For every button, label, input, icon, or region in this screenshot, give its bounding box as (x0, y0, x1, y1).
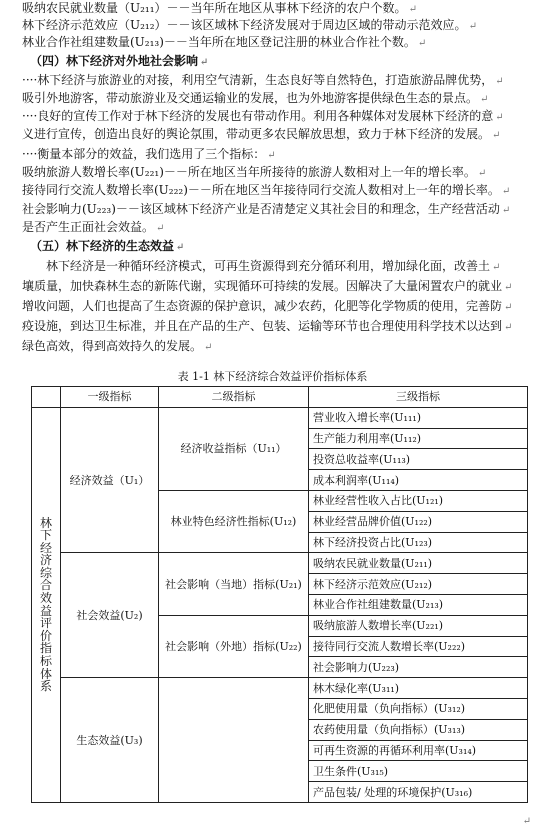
paragraph-mark-icon: ↵ (504, 282, 513, 293)
table-caption: 表 1-1 林下经济综合效益评价指标体系 (177, 370, 368, 383)
paragraph-mark-icon: ↵ (480, 94, 489, 105)
level2-social-external: 社会影响（外地）指标(U₂₂) (159, 615, 309, 677)
text-line (22, 338, 537, 356)
text-line-content: 林业合作社组建数量(U₂₁₃)－－当年所在地区登记注册的林业合作社个数。 (22, 35, 416, 49)
indicator-table (31, 386, 528, 803)
paragraph-mark-icon: ↵ (492, 130, 501, 141)
level1-social: 社会效益(U₂) (61, 553, 159, 678)
level3-item: 产品包装/ 处理的环境保护(U₃₁₆) (309, 782, 528, 803)
text-line-content: 绿色高效，得到高效持久的发展。 (22, 339, 203, 353)
text-line-content: 林下经济示范效应（U₂₁₂）－－该区域林下经济发展对于周边区域的带动示范效应。 (22, 18, 467, 32)
paragraph-mark-icon: ↵ (504, 302, 513, 313)
text-line-content: 社会影响力(U₂₂₃)－－该区域林下经济产业是否清楚定义其社会目的和理念，生产经营活动 (22, 202, 500, 216)
level3-item: 卫生条件(U₃₁₅) (309, 761, 528, 782)
text-line (22, 278, 537, 296)
paragraph-mark-icon: ↵ (504, 322, 513, 333)
section-heading (30, 53, 545, 71)
table-row (32, 553, 528, 574)
text-line-content: 增收问题，人们也提高了生态资源的保护意识，减少农药，化肥等化学物质的使用，完善防 (22, 299, 503, 313)
level2-ecological-empty (159, 678, 309, 803)
level3-item: 林木绿化率(U₃₁₁) (309, 678, 528, 699)
paragraph-mark-icon: ↵ (204, 342, 213, 353)
text-line (22, 201, 537, 219)
table-header-row (32, 387, 528, 408)
level1-economic: 经济效益（U₁） (61, 407, 159, 553)
text-line (22, 108, 537, 126)
text-line (22, 219, 537, 237)
paragraph-mark-icon: ↵ (267, 150, 276, 161)
level3-item: 营业收入增长率(U₁₁₁) (309, 407, 528, 428)
text-line (22, 298, 537, 316)
header-level3: 三级指标 (309, 387, 528, 408)
level2-economic-return: 经济收益指标（U₁₁） (159, 407, 309, 490)
root-indicator-label: 林下经济综合效益评价指标体系 (40, 515, 53, 694)
level1-ecological: 生态效益(U₃) (61, 678, 159, 803)
text-line-content: 吸纳旅游人数增长率(U₂₂₁)－－所在地区当年所接待的旅游人数相对上一年的增长率。 (22, 165, 476, 179)
text-line-content: ····林下经济与旅游业的对接，利用空气清新，生态良好等自然特色，打造旅游品牌优势， (22, 73, 494, 87)
level3-item: 林业经营性收入占比(U₁₂₁) (309, 490, 528, 511)
paragraph-mark-icon: ↵ (477, 168, 487, 179)
level3-item: 成本利润率(U₁₁₄) (309, 470, 528, 491)
level3-item: 农药使用量（负向指标）(U₃₁₃) (309, 719, 528, 740)
paragraph-mark-icon: ↵ (495, 76, 504, 87)
text-line-content: 吸纳农民就业数量（U₂₁₁）－－当年所在地区从事林下经济的农户个数。 (22, 1, 407, 15)
level3-item: 投资总收益率(U₁₁₃) (309, 449, 528, 470)
level3-item: 林业合作社组建数量(U₂₁₃) (309, 594, 528, 615)
text-line-content: 义进行宣传，创造出良好的舆论氛围，带动更多农民解放思想，致力于林下经济的发展。 (22, 127, 491, 141)
paragraph-mark-icon: ↵ (176, 242, 185, 253)
text-line (22, 182, 537, 200)
paragraph-mark-icon: ↵ (468, 21, 477, 32)
header-level1: 一级指标 (61, 387, 159, 408)
table-row (32, 407, 528, 428)
paragraph-mark-icon: ↵ (495, 112, 504, 123)
header-blank (32, 387, 61, 408)
header-level2: 二级指标 (159, 387, 309, 408)
level3-item: 吸纳农民就业数量(U₂₁₁) (309, 553, 528, 574)
paragraph-mark-icon: ↵ (501, 186, 511, 197)
text-line (22, 146, 537, 164)
level3-item: 林业经营品牌价值(U₁₂₂) (309, 511, 528, 532)
text-line (22, 0, 537, 18)
paragraph-mark-icon: ↵ (417, 38, 427, 49)
text-line (22, 34, 537, 52)
level3-item: 社会影响力(U₂₂₃) (309, 657, 528, 678)
level3-item: 林下经济投资占比(U₁₂₃) (309, 532, 528, 553)
paragraph-mark-icon: ↵ (156, 223, 165, 234)
level3-item: 可再生资源的再循环利用率(U₃₁₄) (309, 740, 528, 761)
table-row (32, 678, 528, 699)
text-line (22, 72, 537, 90)
text-line-content: （四）林下经济对外地社会影响 (30, 54, 199, 68)
text-line-content: 吸引外地游客，带动旅游业及交通运输业的发展，也为外地游客提供绿色生态的景点。 (22, 91, 479, 105)
paragraph-mark-icon: ↵ (408, 4, 417, 15)
level2-social-local: 社会影响（当地）指标(U₂₁) (159, 553, 309, 615)
level3-item: 化肥使用量（负向指标）(U₃₁₂) (309, 698, 528, 719)
text-line (22, 258, 537, 276)
text-line-content: 壤质量，加快森林生态的新陈代谢，实现循环可持续的发展。因解决了大量闲置农户的就业 (22, 279, 503, 293)
text-line (22, 126, 537, 144)
level3-item: 林下经济示范效应(U₂₁₂) (309, 574, 528, 595)
text-line (22, 90, 537, 108)
section-heading (30, 238, 545, 256)
paragraph-mark-icon: ↵ (492, 262, 501, 273)
text-line-content: 接待同行交流人数增长率(U₂₂₂)－－所在地区当年接待同行交流人数相对上一年的增长率。 (22, 183, 500, 197)
text-line-content: 是否产生正面社会效益。 (22, 220, 155, 234)
text-line-content: ····良好的宣传工作对于林下经济的发展也有带动作用。利用各种媒体对发展林下经济的意 (22, 109, 494, 123)
paragraph-mark-icon: ↵ (501, 205, 511, 216)
text-line (22, 17, 537, 35)
paragraph-mark-icon: ↵ (200, 57, 209, 68)
paragraph-mark-icon: ↵ (522, 816, 531, 827)
text-line (22, 164, 537, 182)
text-line (22, 318, 537, 336)
level2-forestry-economy: 林业特色经济性指标(U₁₂) (159, 490, 309, 552)
level3-item: 生产能力利用率(U₁₁₂) (309, 428, 528, 449)
text-line-content: 林下经济是一种循环经济模式，可再生资源得到充分循环利用，增加绿化面，改善土 (22, 259, 491, 273)
root-indicator-cell (32, 407, 61, 802)
text-line-content: ····衡量本部分的效益，我们选用了三个指标： (22, 147, 266, 161)
text-line-content: 疫设施，到达卫生标准，并且在产品的生产、包装、运输等环节也合理使用科学技术以达到 (22, 319, 503, 333)
level3-item: 接待同行交流人数增长率(U₂₂₂) (309, 636, 528, 657)
level3-item: 吸纳旅游人数增长率(U₂₂₁) (309, 615, 528, 636)
text-line-content: （五）林下经济的生态效益 (30, 239, 175, 253)
